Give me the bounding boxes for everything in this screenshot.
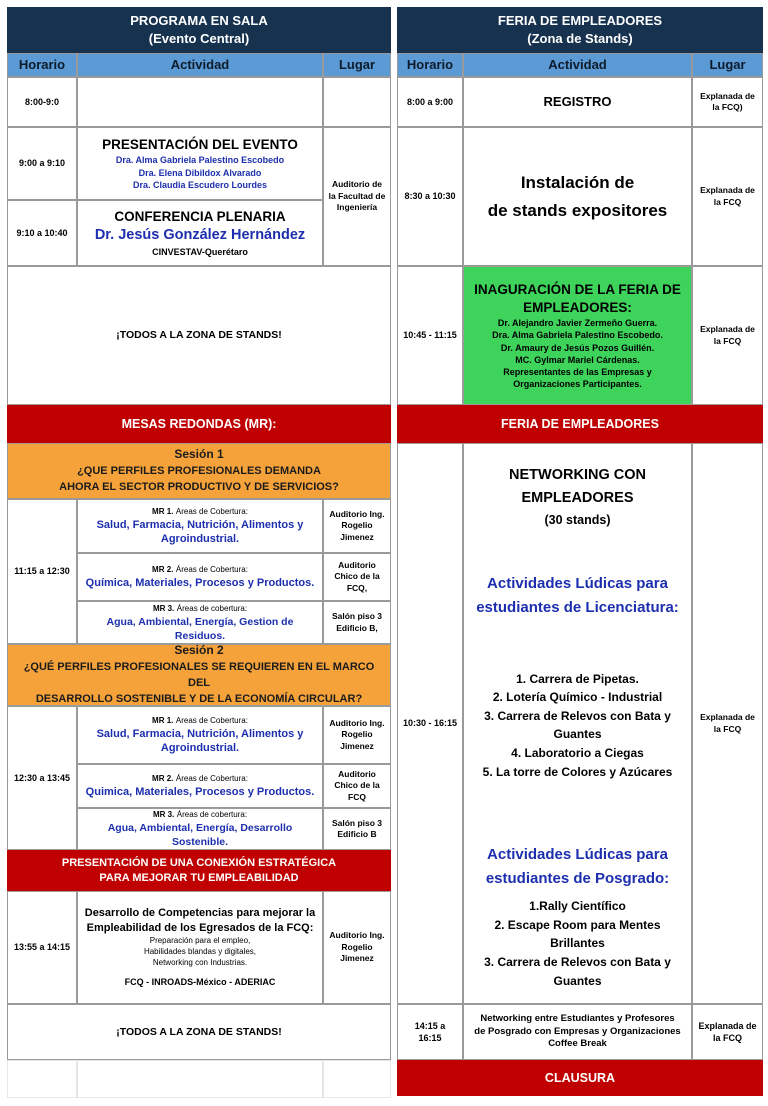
lic-item-5: 5. La torre de Colores y Azúcares bbox=[482, 764, 673, 779]
s1-mr2-place: Auditorio Chico de la FCQ, bbox=[323, 553, 391, 601]
left-empty-cell-2 bbox=[77, 1060, 323, 1098]
registro-time: 8:00 a 9:00 bbox=[397, 77, 463, 127]
right-col-activity-header: Actividad bbox=[463, 53, 692, 77]
auditorio-ingenieria: Auditorio de la Facultad de Ingeniería bbox=[323, 127, 391, 266]
presentation-person-2: Dra. Elena Dibildox Alvarado bbox=[138, 167, 262, 178]
left-col-time-header: Horario bbox=[7, 53, 77, 77]
pos-item-1: 1.Rally Científico bbox=[529, 899, 626, 914]
s1-mr2-cell bbox=[77, 553, 323, 601]
pos-activity-list bbox=[484, 897, 671, 990]
lic-title-line2: estudiantes de Licenciatura: bbox=[476, 598, 679, 616]
lic-item-2: 2. Lotería Químico - Industrial bbox=[492, 690, 663, 705]
session1-time: 11:15 a 12:30 bbox=[7, 499, 77, 644]
session1-header bbox=[7, 443, 391, 499]
left-row3-time: 9:10 a 10:40 bbox=[7, 200, 77, 266]
pos-title-line1: Actividades Lúdicas para bbox=[487, 846, 668, 864]
s2-mr1-cell bbox=[77, 706, 323, 764]
inauguration-title-line1: INAGURACIÓN DE LA FERIA DE bbox=[474, 281, 681, 297]
s1-mr1-label: MR 1. bbox=[152, 506, 174, 516]
inauguration-person-1: Dr. Alejandro Javier Zermeño Guerra. bbox=[497, 318, 658, 329]
s2-mr2-cell bbox=[77, 764, 323, 808]
competencies-title-line2: Empleabilidad de los Egresados de la FCQ: bbox=[86, 922, 314, 935]
s1-mr3-label: MR 3. bbox=[152, 603, 175, 613]
s2-mr2-label: MR 2. bbox=[152, 774, 174, 784]
right-header-subtitle: (Zona de Stands) bbox=[527, 31, 633, 46]
right-col-place-header: Lugar bbox=[692, 53, 763, 77]
install-line1: Instalación de bbox=[520, 173, 635, 193]
right-header-title: FERIA DE EMPLEADORES bbox=[497, 13, 663, 29]
inauguration-person-3: Dr. Amaury de Jesús Pozos Guillén. bbox=[500, 342, 655, 353]
big-block-time: 10:30 - 16:15 bbox=[397, 443, 463, 1004]
lic-item-4: 4. Laboratorio a Ciegas bbox=[511, 746, 644, 760]
mesas-redondas-title: MESAS REDONDAS (MR): bbox=[7, 405, 391, 443]
big-block-place: Explanada de la FCQ bbox=[692, 443, 763, 1004]
session2-question-line1: ¿QUÉ PERFILES PROFESIONALES SE REQUIEREN EN EL MARCO DEL bbox=[23, 660, 375, 689]
s1-mr3-areas: Áreas de cobertura: bbox=[176, 603, 248, 613]
s1-mr1-place: Auditorio Ing. Rogelio Jimenez bbox=[323, 499, 391, 553]
s2-mr3-topic: Agua, Ambiental, Energía, Desarrollo Sostenible. bbox=[107, 822, 293, 849]
s2-mr3-label: MR 3. bbox=[152, 810, 175, 820]
s1-mr3-topic: Agua, Ambiental, Energía, Gestion de Residuos. bbox=[106, 615, 294, 642]
s2-mr3-areas: Áreas de cobertura: bbox=[176, 810, 248, 820]
left-row1-activity bbox=[77, 77, 323, 127]
lic-item-3: 3. Carrera de Relevos con Bata y bbox=[484, 708, 671, 723]
connection-line2: PARA MEJORAR TU EMPLEABILIDAD bbox=[99, 871, 299, 884]
networking-line1: NETWORKING CON bbox=[509, 467, 646, 483]
plenary-institution: CINVESTAV-Querétaro bbox=[152, 246, 248, 257]
competencies-organizations: FCQ - INROADS-México - ADERIAC bbox=[124, 977, 276, 988]
session2-question-line2: DESARROLLO SOSTENIBLE Y DE LA ECONOMÍA CIRCULAR? bbox=[35, 692, 363, 705]
inauguration-person-2: Dra. Alma Gabriela Palestino Escobedo. bbox=[492, 330, 663, 341]
competencies-item-2: Habilidades blandas y digitales, bbox=[143, 946, 257, 956]
s2-mr2-areas: Áreas de Cobertura: bbox=[175, 774, 248, 784]
left-empty-cell-1 bbox=[7, 1060, 77, 1098]
plenary-speaker: Dr. Jesús González Hernández bbox=[94, 227, 306, 244]
networking-line3: (30 stands) bbox=[544, 513, 611, 528]
pos-item-3: 3. Carrera de Relevos con Bata y bbox=[484, 954, 671, 969]
connection-line1: PRESENTACIÓN DE UNA CONEXIÓN ESTRATÉGICA bbox=[61, 856, 337, 869]
s2-mr3-place: Salón piso 3 Edificio B bbox=[323, 808, 391, 850]
install-place: Explanada de la FCQ bbox=[692, 127, 763, 266]
session1-question-line1: ¿QUE PERFILES PROFESIONALES DEMANDA bbox=[77, 464, 321, 477]
registro-activity: REGISTRO bbox=[463, 77, 692, 127]
s1-mr2-label: MR 2. bbox=[152, 565, 174, 575]
pos-item-2: 2. Escape Room para Mentes bbox=[494, 917, 661, 932]
s2-mr1-topic: Salud, Farmacia, Nutrición, Alimentos y Agroindustrial. bbox=[96, 727, 304, 755]
session1-title: Sesión 1 bbox=[174, 447, 224, 462]
s1-mr3-cell bbox=[77, 601, 323, 644]
presentation-person-3: Dra. Claudia Escudero Lourdes bbox=[132, 179, 268, 190]
s1-mr1-areas: Areas de Cobertura: bbox=[175, 506, 248, 516]
left-panel-header bbox=[7, 7, 391, 53]
install-time: 8:30 a 10:30 bbox=[397, 127, 463, 266]
clausura-banner: CLAUSURA bbox=[397, 1060, 763, 1096]
s2-mr1-label: MR 1. bbox=[152, 715, 174, 725]
install-line2: de stands expositores bbox=[487, 200, 668, 220]
s2-mr2-topic: Quimica, Materiales, Procesos y Productos. bbox=[85, 785, 315, 798]
lic-activity-list bbox=[483, 670, 673, 782]
s1-mr2-areas: Áreas de Cobertura: bbox=[175, 565, 248, 575]
right-panel-header bbox=[397, 7, 763, 53]
inauguration-person-4: MC. Gylmar Mariel Cárdenas. bbox=[515, 354, 640, 365]
install-activity bbox=[463, 127, 692, 266]
right-col-time-header: Horario bbox=[397, 53, 463, 77]
networking-line2: EMPLEADORES bbox=[521, 490, 634, 507]
plenary-title: CONFERENCIA PLENARIA bbox=[114, 209, 286, 225]
s2-mr2-place: Auditorio Chico de la FCQ bbox=[323, 764, 391, 808]
inauguration-place: Explanada de la FCQ bbox=[692, 266, 763, 405]
to-stands-banner: ¡TODOS A LA ZONA DE STANDS! bbox=[7, 266, 391, 405]
left-row2-time: 9:00 a 9:10 bbox=[7, 127, 77, 200]
lic-item-1: 1. Carrera de Pipetas. bbox=[516, 671, 639, 686]
last-row-line1: Networking entre Estudiantes y Profesores bbox=[480, 1012, 675, 1024]
competencies-title-line1: Desarrollo de Competencias para mejorar la bbox=[84, 907, 316, 920]
inauguration-title-line2: EMPLEADORES: bbox=[523, 300, 632, 316]
left-col-place-header: Lugar bbox=[323, 53, 391, 77]
s2-mr3-cell bbox=[77, 808, 323, 850]
presentation-title: PRESENTACIÓN DEL EVENTO bbox=[102, 137, 298, 153]
lic-item-3-cont: Guantes bbox=[553, 727, 602, 742]
feria-title: FERIA DE EMPLEADORES bbox=[397, 405, 763, 443]
last-row-place: Explanada de la FCQ bbox=[692, 1004, 763, 1060]
s2-mr1-areas: Areas de Cobertura: bbox=[175, 715, 248, 725]
plenary-cell bbox=[77, 200, 323, 266]
competencies-place: Auditorio Ing. Rogelio Jimenez bbox=[323, 891, 391, 1004]
competencies-item-1: Preparación para el empleo, bbox=[149, 936, 251, 946]
left-empty-cell-3 bbox=[323, 1060, 391, 1098]
last-row-time: 14:15 a 16:15 bbox=[397, 1004, 463, 1060]
left-header-title: PROGRAMA EN SALA bbox=[130, 13, 268, 29]
last-row-line2: de Posgrado con Empresas y Organizaciones bbox=[474, 1025, 681, 1037]
connection-banner bbox=[7, 850, 391, 891]
competencies-cell bbox=[77, 891, 323, 1004]
left-row1-time: 8:00-9:0 bbox=[7, 77, 77, 127]
session2-title: Sesión 2 bbox=[174, 644, 224, 658]
inauguration-time: 10:45 - 11:15 bbox=[397, 266, 463, 405]
inauguration-person-5: Representantes de las Empresas y bbox=[503, 366, 652, 377]
to-stands-banner-2: ¡TODOS A LA ZONA DE STANDS! bbox=[7, 1004, 391, 1060]
left-col-activity-header: Actividad bbox=[77, 53, 323, 77]
s1-mr3-place: Salón piso 3 Edificio B, bbox=[323, 601, 391, 644]
s1-mr1-cell bbox=[77, 499, 323, 553]
presentation-person-1: Dra. Alma Gabriela Palestino Escobedo bbox=[115, 155, 285, 166]
session1-question-line2: AHORA EL SECTOR PRODUCTIVO Y DE SERVICIOS? bbox=[59, 480, 339, 493]
session2-time: 12:30 a 13:45 bbox=[7, 706, 77, 850]
s1-mr1-topic: Salud, Farmacia, Nutrición, Alimentos y Agroindustrial. bbox=[96, 518, 304, 546]
left-header-subtitle: (Evento Central) bbox=[148, 31, 250, 46]
left-row1-place bbox=[323, 77, 391, 127]
presentation-cell bbox=[77, 127, 323, 200]
last-row-activity bbox=[463, 1004, 692, 1060]
pos-item-2-cont: Brillantes bbox=[550, 936, 605, 951]
session2-header bbox=[7, 644, 391, 706]
inauguration-person-6: Organizaciones Participantes. bbox=[513, 379, 642, 389]
s1-mr2-topic: Química, Materiales, Procesos y Productos. bbox=[85, 576, 315, 589]
inauguration-cell bbox=[463, 266, 692, 405]
pos-item-3-cont: Guantes bbox=[553, 973, 602, 988]
s2-mr1-place: Auditorio Ing. Rogelio Jimenez bbox=[323, 706, 391, 764]
last-row-line3: Coffee Break bbox=[548, 1038, 607, 1050]
registro-place: Explanada de la FCQ) bbox=[692, 77, 763, 127]
competencies-item-3: Networking con Industrias. bbox=[152, 957, 248, 967]
competencies-time: 13:55 a 14:15 bbox=[7, 891, 77, 1004]
lic-title-line1: Actividades Lúdicas para bbox=[487, 574, 668, 592]
big-block-activities bbox=[463, 443, 692, 1004]
pos-title-line2: estudiantes de Posgrado: bbox=[485, 870, 670, 888]
